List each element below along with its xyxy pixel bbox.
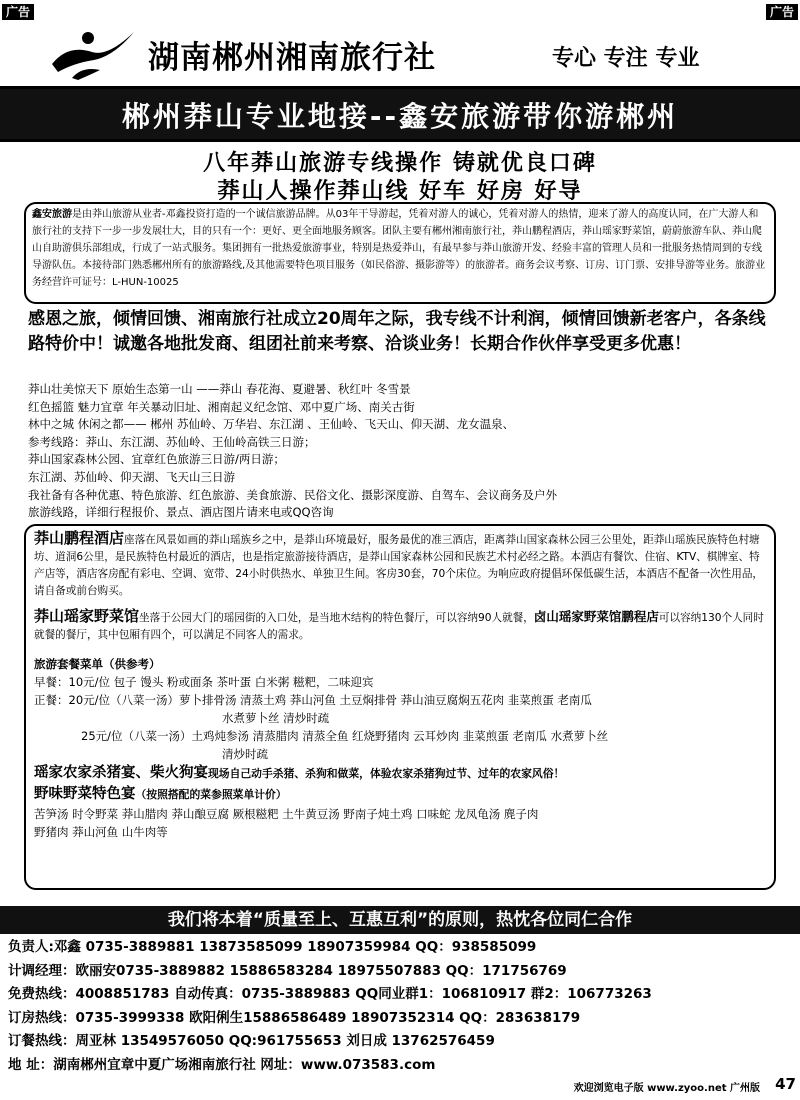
route-line: 旅游线路，详细行程报价、景点、酒店图片请来电或QQ咨询 — [28, 505, 334, 520]
menu-lunch-20: 正餐：20元/位（八菜一汤）萝卜排骨汤 清蒸土鸡 莽山河鱼 土豆焖排骨 莽山油豆腐焖五花肉 韭菜煎蛋 老南瓜 — [34, 693, 592, 707]
route-list — [28, 381, 778, 522]
company-slogan: 专心 专注 专业 — [552, 46, 700, 71]
hotel-paragraph — [34, 530, 766, 600]
menu-breakfast: 早餐：10元/位 包子 馒头 粉或面条 茶叶蛋 白米粥 糍粑，二味迎宾 — [34, 675, 374, 689]
feast-pig-dog — [34, 763, 766, 784]
feast-pig-dog-text: 现场自己动手杀猪、杀狗和做菜，体验农家杀猪狗过节、过年的农家风俗！ — [208, 767, 565, 780]
hotel-name: 莽山鹏程酒店 — [34, 529, 125, 547]
main-banner: 郴州莽山专业地接--鑫安旅游带你游郴州 — [0, 86, 800, 142]
page-number: 47 — [775, 1075, 796, 1093]
cooperation-principle: 我们将本着“质量至上、互惠互利”的原则，热忱各位同仁合作 — [0, 906, 800, 934]
intro-box — [24, 202, 776, 304]
route-line: 我社备有各种优惠、特色旅游、红色旅游、美食旅游、民俗文化、摄影深度游、自驾车、会议商务及户外 — [28, 487, 557, 502]
company-name: 湖南郴州湘南旅行社 — [148, 40, 436, 76]
feast-wild-dishes: 苦笋汤 时令野菜 莽山腊肉 莽山酿豆腐 厥根糍粑 土牛黄豆汤 野南子炖土鸡 口味蛇 龙凤龟汤 麂子肉 — [34, 807, 539, 821]
route-line: 莽山壮美惊天下 原始生态第一山 ——莽山 春花海、夏避暑、秋红叶 冬雪景 — [28, 382, 411, 396]
intro-brand: 鑫安旅游 — [32, 209, 72, 220]
route-line: 红色摇篮 魅力宜章 年关暴动旧址、湘南起义纪念馆、邓中夏广场、南关古街 — [28, 399, 415, 414]
menu-lunch-25: 25元/位（八菜一汤）土鸡炖参汤 清蒸腊肉 清蒸全鱼 红烧野猪肉 云耳炒肉 韭菜煎蛋 老南瓜 水煮萝卜丝 — [81, 729, 609, 743]
menu-title: 旅游套餐菜单（供参考） — [34, 657, 161, 671]
menu-lunch-25-cont: 清炒时疏 — [222, 747, 268, 761]
restaurant-paragraph — [34, 608, 766, 644]
hotel-text: 座落在风景如画的莽山瑶族乡之中，是莽山环境最好，服务最优的准三酒店，距离莽山国家森林公园三公里处，距莽山瑶族民族特色村塘坊、道洞6公里，是民族特色村最近的酒店，也是指定旅游接待酒店，是莽山国家森林公园和民族艺术村必经之路。本酒店有餐饮、住宿、KTV、棋牌室、特产店等，酒店客房配有彩电、空调、宽带、24小时供热水、单独卫生间。客房30套，70个床位。为响应政府提倡环保低碳生活，本酒店不配备一次性用品，请自备或前台购买。 — [34, 534, 764, 597]
feast-wild — [34, 784, 766, 805]
contact-list — [8, 936, 798, 1078]
footer-text: 欢迎浏览电子版 www.zyoo.net 广州版 — [573, 1083, 760, 1094]
ad-label-right: 广告 — [766, 4, 798, 20]
route-line: 莽山国家森林公园、宜章红色旅游三日游/两日游； — [28, 452, 285, 467]
tagline-2: 莽山人操作莽山线 好车 好房 好导 — [217, 179, 583, 204]
promo-highlight: 感恩之旅，倾情回馈、湘南旅行社成立20周年之际，我专线不计利润，倾情回馈新老客户，各条线路特价中！诚邀各地批发商、组团社前来考察、洽谈业务！长期合作伙伴享受更多优惠！ — [28, 309, 766, 354]
route-line: 参考线路：莽山、东江湖、苏仙岭、王仙岭高铁三日游； — [28, 434, 316, 449]
menu-lunch-20-cont: 水煮萝卜丝 清炒时疏 — [222, 711, 330, 725]
contact-booking-meal: 订餐热线：周亚林 13549576050 QQ:961755653 刘日成 13762576459 — [8, 1033, 495, 1050]
feast-wild-dishes-cont: 野猪肉 莽山河鱼 山牛肉等 — [34, 825, 168, 839]
contact-address: 地 址：湖南郴州宜章中夏广场湘南旅行社 网址：www.073583.com — [8, 1056, 436, 1073]
restaurant-text-c: 可以容纳130个人同时就餐的餐厅，其中包厢有四个，可以满足不同客人的需求。 — [34, 612, 764, 641]
route-line: 林中之城 休闲之都—— 郴州 苏仙岭、万华岩、东江湖 、王仙岭、飞天山、仰天湖、龙女温泉、 — [28, 417, 515, 432]
header — [0, 22, 800, 84]
restaurant-branch: 卤山瑶家野菜馆鹏程店 — [533, 609, 659, 624]
route-line: 东江湖、苏仙岭、仰天湖、飞天山三日游 — [28, 469, 235, 484]
restaurant-text-a: 坐落于公园大门的瑶园街的入口处，是当地木结构的特色餐厅，可以容纳90人就餐， — [139, 612, 534, 624]
feast-pig-dog-title: 瑶家农家杀猪宴、柴火狗宴 — [34, 765, 208, 781]
ad-label-left: 广告 — [2, 4, 34, 20]
contact-hotline: 免费热线：4008851783 自动传真：0735-3889883 QQ同业群1：106810917 群2：106773263 — [8, 986, 652, 1003]
feast-wild-note: （按照搭配的菜参照菜单计价） — [135, 788, 287, 801]
contact-planner: 计调经理：欧丽安0735-3889882 15886583284 18975507883 QQ：171756769 — [8, 962, 567, 979]
restaurant-name: 莽山瑶家野菜馆 — [34, 607, 140, 625]
intro-text: 是由莽山旅游从业者-邓鑫投资打造的一个诚信旅游品牌。从03年干导游起，凭着对游人的诚心，凭着对游人的热情，迎来了游人的高度认同，在广大游人和旅行社的支持下一步一步发展壮大，目的只有一个：更好、更全面地服务顾客。团队主要有郴州湘南旅行社，莽山鹏程酒店，莽山瑶家野菜馆，蔚蔚旅游车队、莽山爬山自助游俱乐部组成，行成了一站式服务。集团拥有一批热爱旅游事业，特别是热爱莽山，有最早参与莽山旅游开发、经验丰富的管理人员和一批服务热情周到的专线导游队伍。本接待部门熟悉郴州所有的旅游路线,及其他需要特色项目服务（如民俗游、摄影游等）的旅游者。商务会议考察、订房、订门票、安排导游等业务。旅游业务经营许可证号：L-HUN-10025 — [32, 209, 766, 288]
contact-booking-room: 订房热线：0735-3999338 欧阳俐生15886586489 18907352314 QQ：283638179 — [8, 1009, 581, 1026]
feast-wild-title: 野味野菜特色宴 — [34, 786, 136, 802]
tagline-1: 八年莽山旅游专线操作 铸就优良口碑 — [203, 151, 597, 176]
agency-logo-icon — [48, 26, 138, 80]
hotel-box — [24, 524, 776, 890]
contact-manager: 负责人:邓鑫 0735-3889881 13873585099 18907359984 QQ：938585099 — [8, 939, 537, 955]
